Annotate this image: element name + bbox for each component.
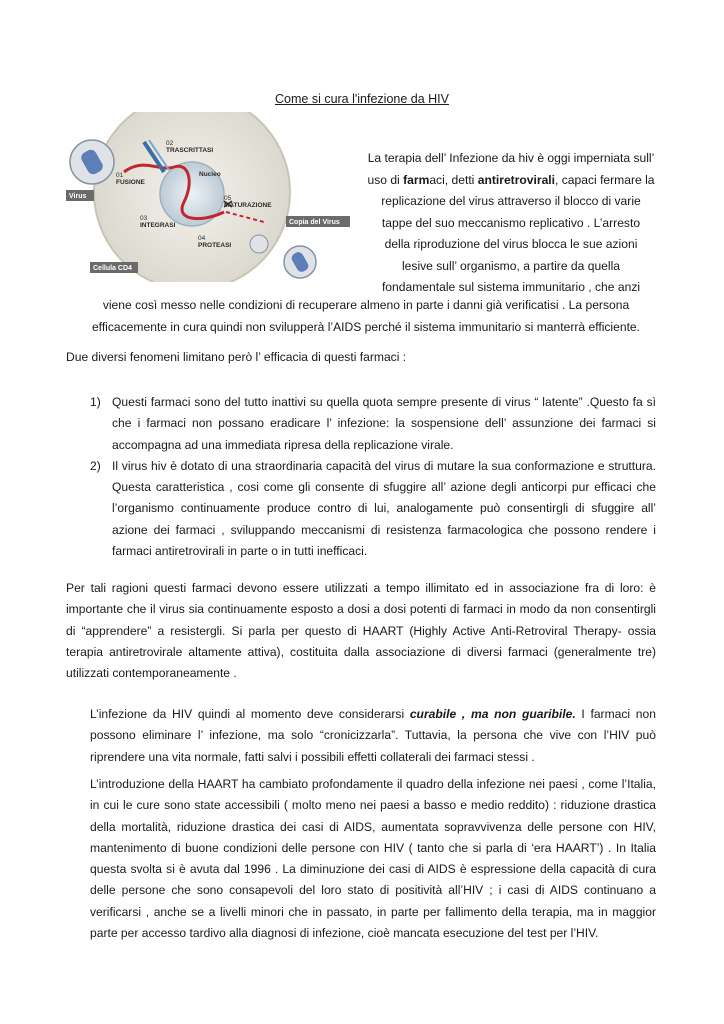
paragraph-haart-introduction: L’introduzione della HAART ha cambiato profondamente il quadro della infezione nei paesi , come l’Italia, in cui le cure sono state accessibili ( molto meno nei paesi a basso e medio reddito) : riduzione drastica della mortalità, riduzione drastica dei casi di AIDS, aumentata sopravvivenza delle persone con HIV, mantenimento di buone condizioni delle persone con HIV ( tanto che si parla di ‘era HAART’) . In Italia questa svolta si è avuta dal 1996 . La diminuzione dei casi di AIDS è espressione della capacità di cura delle persone che sono consapevoli del loro stato di positività all’HIV ; i casi di AIDS continuano a verificarsi , anche se a livelli minori che in passato, in parte per fallimento della terapia, ma in maggior parte per accesso tardivo alla diagnosi di infezione, cioè mancata esecuzione del test per l’HIV. [90,777,656,941]
paragraph-curable: L’infezione da HIV quindi al momento deve considerarsi curabile , ma non guaribile. I farmaci non possono eliminare l’ infezione, ma solo “cronicizzarla”. Tuttavia, la persona che vive con l’HIV può riprendere una vita normale, fatti salvi i possibili effetti collaterali dei farmaci stessi . [90,707,656,764]
intro-cont-line-1: viene così messo nelle condizioni di recuperare almeno in parte i danni già verificatisi . La persona [102,298,630,312]
step3-label: INTEGRASI [140,222,176,229]
page-title: Come si cura l'infezione da HIV [275,92,449,106]
step3-number: 03 [140,215,148,222]
intro-continuation [66,294,666,338]
virus-label: Virus [69,193,87,200]
list-item [90,392,656,456]
intro-line: tappe del suo meccanismo replicativo . L’arresto [381,215,641,230]
intro-line: della riproduzione del virus blocca le sue azioni [384,237,638,251]
step1-label: FUSIONE [116,179,145,186]
list-item [90,456,656,562]
step1-number: 01 [116,172,124,179]
virus-left-shape [70,140,114,184]
limits-list [90,392,656,562]
emphasis-curable: curabile , ma non guaribile. [409,707,576,721]
paragraph-haart: Per tali ragioni questi farmaci devono essere utilizzati a tempo illimitato ed in associazione fra di loro: è importante che il virus sia continuamente esposto a dosi a dosi potenti di farmaci in modo da non consentirgli di “apprendere” a resistergli. Si parla per questo di HAART (Highly Active Anti-Retroviral Therapy- ossia terapia antiretrovirale altamente attiva), costituita dalla associazione di diversi farmaci (generalmente tre) utilizzati contemporaneamente . [66,581,656,681]
step4-number: 04 [198,235,206,242]
step5-label: MATURAZIONE [224,202,272,209]
list-item-number: 2) [90,458,101,473]
step2-label: TRASCRITTASI [166,147,214,154]
copies-label: Copia del Virus [289,219,340,226]
step2-number: 02 [166,140,174,147]
cell-label: Cellula CD4 [93,265,132,272]
hiv-replication-diagram [64,112,354,282]
step5-number: 05 [224,195,232,202]
intro-cont-line-2: efficacemente in cura quindi non svilupperà l’AIDS perché il sistema immunitario si manterrà efficiente. [91,320,641,334]
step4-label: PROTEASI [198,242,232,249]
intro-right-column [355,148,667,299]
list-item-text: Questi farmaci sono del tutto inattivi su quella quota sempre presente di virus “ latente” .Questo fa sì che i farmaci non possano eradicare l’ infezione: la sospensione dell’ assunzione dei farmaci si accompagna ad una immediata ripresa della replicazione virale. [112,395,656,452]
intro-line: lesive sull’ organismo, a partire da quella [401,258,621,273]
list-item-number: 1) [90,395,101,409]
intro-line: uso di farmaci, detti antiretrovirali, capaci fermare la [367,172,655,187]
limits-intro: Due diversi fenomeni limitano però l’ efficacia di questi farmaci : [66,350,407,364]
intro-line: La terapia dell’ Infezione da hiv è oggi imperniata sull’ [367,151,655,165]
hiv-cycle-illustration [64,112,354,282]
intro-line: fondamentale sul sistema immunitario , che anzi [381,280,641,294]
intro-line: replicazione del virus attraverso il blocco di varie [381,194,641,208]
nucleus-label: Nucleo [199,171,221,178]
virus-copy-shape [284,246,316,278]
list-item-text: Il virus hiv è dotato di una straordinaria capacità del virus di mutare la sua conformazione e struttura. Questa caratteristica , cosi come gli consente di sfuggire all’ azione degli anticorpi pur efficaci che l’organismo continuamente produce contro di lui, analogamente può consentirgli di sfuggire all’ azione dei farmaci , sviluppando meccanismi di resistenza farmacologica che possono rendere i farmaci antiretrovirali in parte o in tutti inefficaci. [112,458,656,559]
